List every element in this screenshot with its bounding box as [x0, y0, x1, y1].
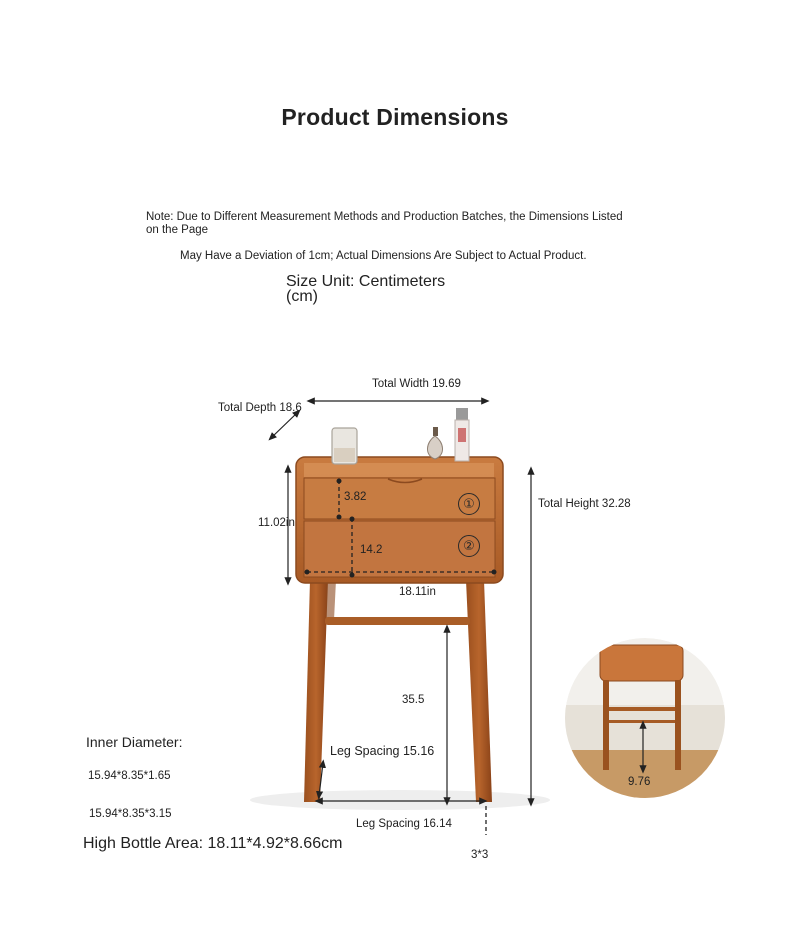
inner-diameter-heading: Inner Diameter: — [86, 734, 183, 750]
lotion-bottle — [455, 408, 469, 461]
cabinet-width-label: 18.11in — [399, 586, 436, 598]
floor-shadow — [250, 790, 550, 810]
drawer-2-height-label: 14.2 — [360, 544, 383, 556]
stool-height-label: 9.76 — [628, 776, 651, 788]
leg-height-label: 35.5 — [402, 694, 425, 706]
bottle-area-size: High Bottle Area: 18.11*4.92*8.66cm — [83, 835, 343, 852]
total-height-label: Total Height 32.28 — [538, 498, 631, 510]
cabinet-body — [296, 457, 503, 583]
leg-spacing-inner-label: Leg Spacing 15.16 — [330, 744, 435, 758]
drawer-2-number: ② — [458, 535, 480, 557]
total-width-label: Total Width 19.69 — [372, 378, 461, 390]
glass-cup — [332, 428, 357, 464]
total-depth-label: Total Depth 18.6 — [218, 402, 302, 414]
deviation-note: May Have a Deviation of 1cm; Actual Dimensions Are Subject to Actual Product. — [180, 250, 587, 262]
drawer-1-number: ① — [458, 493, 480, 515]
size-unit: Size Unit: Centimeters (cm) — [286, 273, 446, 305]
inner-drawer-2-size: 15.94*8.35*3.15 — [89, 808, 172, 820]
drawer-1-height-label: 3.82 — [344, 491, 367, 503]
perfume-bottle — [427, 427, 442, 459]
measurement-note: Note: Due to Different Measurement Methods and Production Batches, the Dimensions Listed on the Page — [146, 211, 623, 236]
inner-drawer-1-size: 15.94*8.35*1.65 — [88, 770, 171, 782]
leg-section-label: 3*3 — [471, 849, 489, 861]
table-legs — [304, 580, 492, 802]
leg-spacing-outer-label: Leg Spacing 16.14 — [356, 818, 452, 830]
cabinet-height-label: 11.02in — [258, 517, 295, 529]
page-title: Product Dimensions — [281, 104, 509, 130]
